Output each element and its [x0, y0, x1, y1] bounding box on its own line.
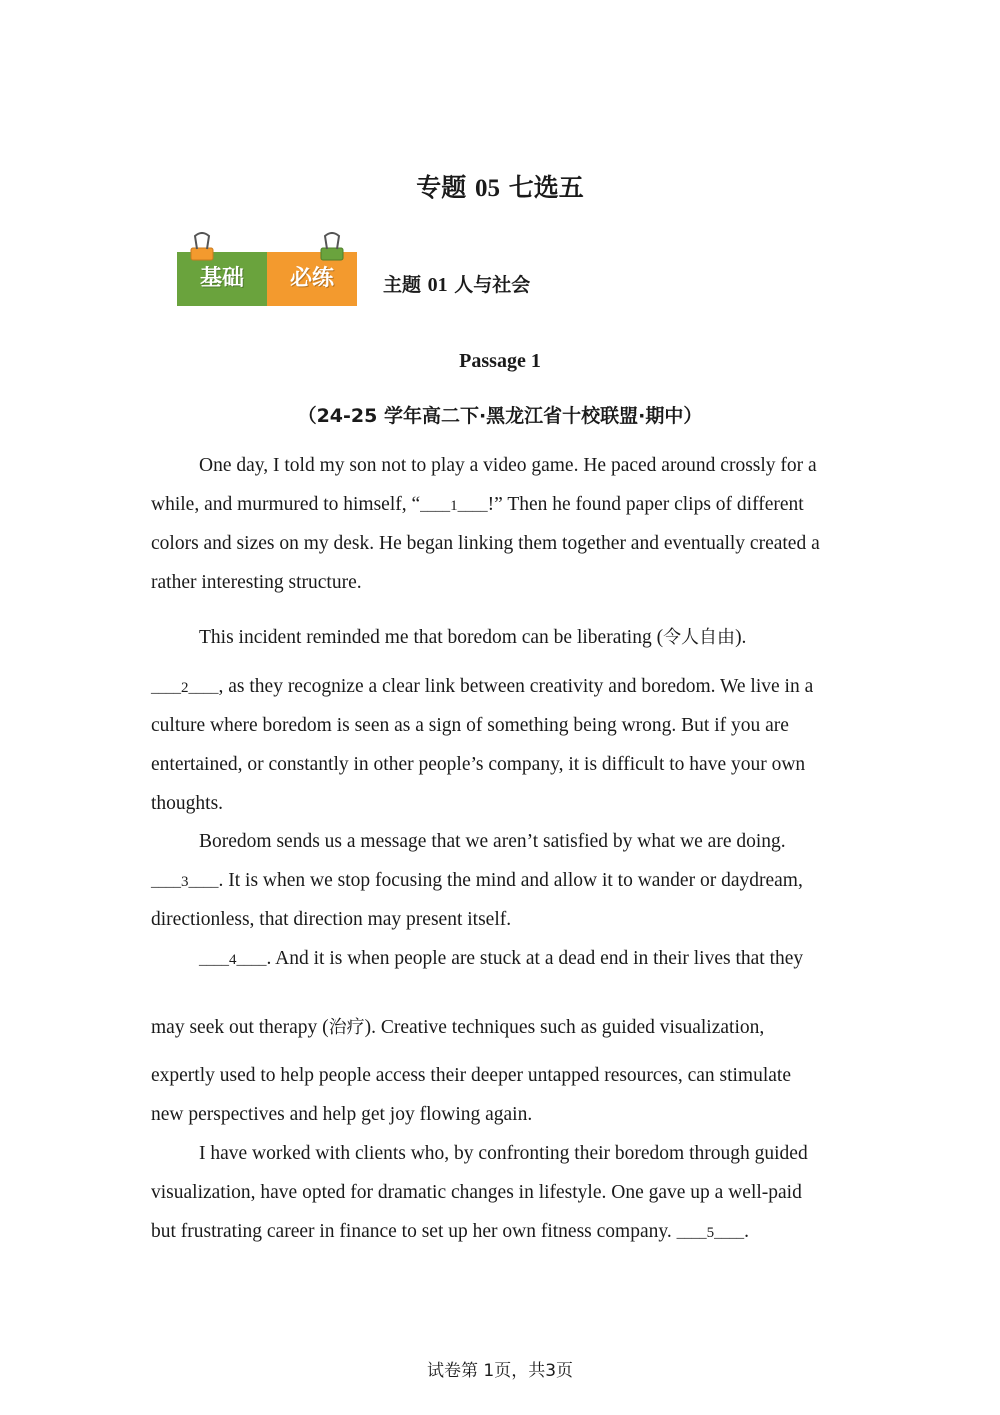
text-fragment: may seek out therapy (: [151, 1017, 329, 1038]
text-fragment: while, and murmured to himself, “: [151, 494, 421, 515]
paper-clip-icon: [189, 232, 215, 262]
text-line: [151, 676, 813, 698]
section-prefix: 主题: [383, 274, 422, 296]
text-fragment: !” Then he found paper clips of different: [487, 494, 804, 515]
text-fragment: but frustrating career in finance to set up her own fitness company.: [151, 1221, 677, 1242]
text-line: entertained, or constantly in other people’s company, it is difficult to have your own: [151, 754, 806, 775]
text-line: [151, 1221, 749, 1243]
badge-left-label: 基础: [199, 266, 244, 291]
title-suffix: 七选五: [508, 173, 584, 202]
section-number: 01: [427, 274, 448, 296]
title-prefix: 专题: [416, 173, 467, 202]
text-line: [151, 1013, 764, 1039]
document-title: [0, 168, 1000, 204]
text-fragment: .: [744, 1221, 749, 1242]
text-line: [199, 623, 746, 649]
paper-clip-icon: [319, 232, 345, 262]
text-line: culture where boredom is seen as a sign of something being wrong. But if you are: [151, 715, 789, 736]
section-suffix: 人与社会: [454, 274, 531, 296]
section-badge: [177, 232, 357, 307]
text-line: colors and sizes on my desk. He began linking them together and eventually created a: [151, 533, 820, 554]
text-fragment: . And it is when people are stuck at a dead end in their lives that they: [266, 948, 804, 969]
passage-source: （24-25 学年高二下·黑龙江省十校联盟·期中）: [297, 405, 703, 427]
passage-title: Passage 1: [459, 350, 541, 372]
text-line: One day, I told my son not to play a video game. He paced around crossly for a: [199, 455, 817, 476]
text-fragment: ). Creative techniques such as guided visualization,: [364, 1017, 765, 1038]
blank-5: ____5____: [676, 1225, 745, 1241]
text-fragment: . It is when we stop focusing the mind and allow it to wander or daydream,: [218, 870, 803, 891]
blank-1: ____1____: [420, 498, 488, 514]
text-line: new perspectives and help get joy flowing again.: [151, 1104, 533, 1125]
blank-3: ____3____: [151, 874, 219, 890]
badge-right-label: 必练: [289, 266, 334, 291]
text-line: directionless, that direction may present itself.: [151, 909, 512, 930]
text-fragment: ).: [735, 627, 747, 648]
text-line: thoughts.: [151, 793, 224, 814]
page-footer: 试卷第 1页，共3页: [426, 1361, 574, 1381]
text-line: I have worked with clients who, by confronting their boredom through guided: [199, 1143, 808, 1164]
text-line: Boredom sends us a message that we aren’t satisfied by what we are doing.: [199, 831, 786, 852]
cjk-gloss: 令人自由: [663, 627, 736, 648]
text-line: [151, 870, 803, 892]
section-title: [383, 270, 530, 297]
text-line: expertly used to help people access their deeper untapped resources, can stimulate: [151, 1065, 791, 1086]
blank-4: ____4____: [199, 952, 267, 968]
text-line: [199, 948, 803, 970]
text-line: visualization, have opted for dramatic changes in lifestyle. One gave up a well-paid: [151, 1182, 802, 1203]
blank-2: ____2____: [151, 680, 219, 696]
text-fragment: This incident reminded me that boredom can be liberating (: [199, 627, 664, 648]
text-line: rather interesting structure.: [151, 572, 362, 593]
title-number: 05: [475, 175, 500, 202]
text-line: [151, 494, 804, 516]
text-fragment: , as they recognize a clear link between creativity and boredom. We live in a: [218, 676, 814, 697]
cjk-gloss: 治疗: [328, 1017, 365, 1038]
